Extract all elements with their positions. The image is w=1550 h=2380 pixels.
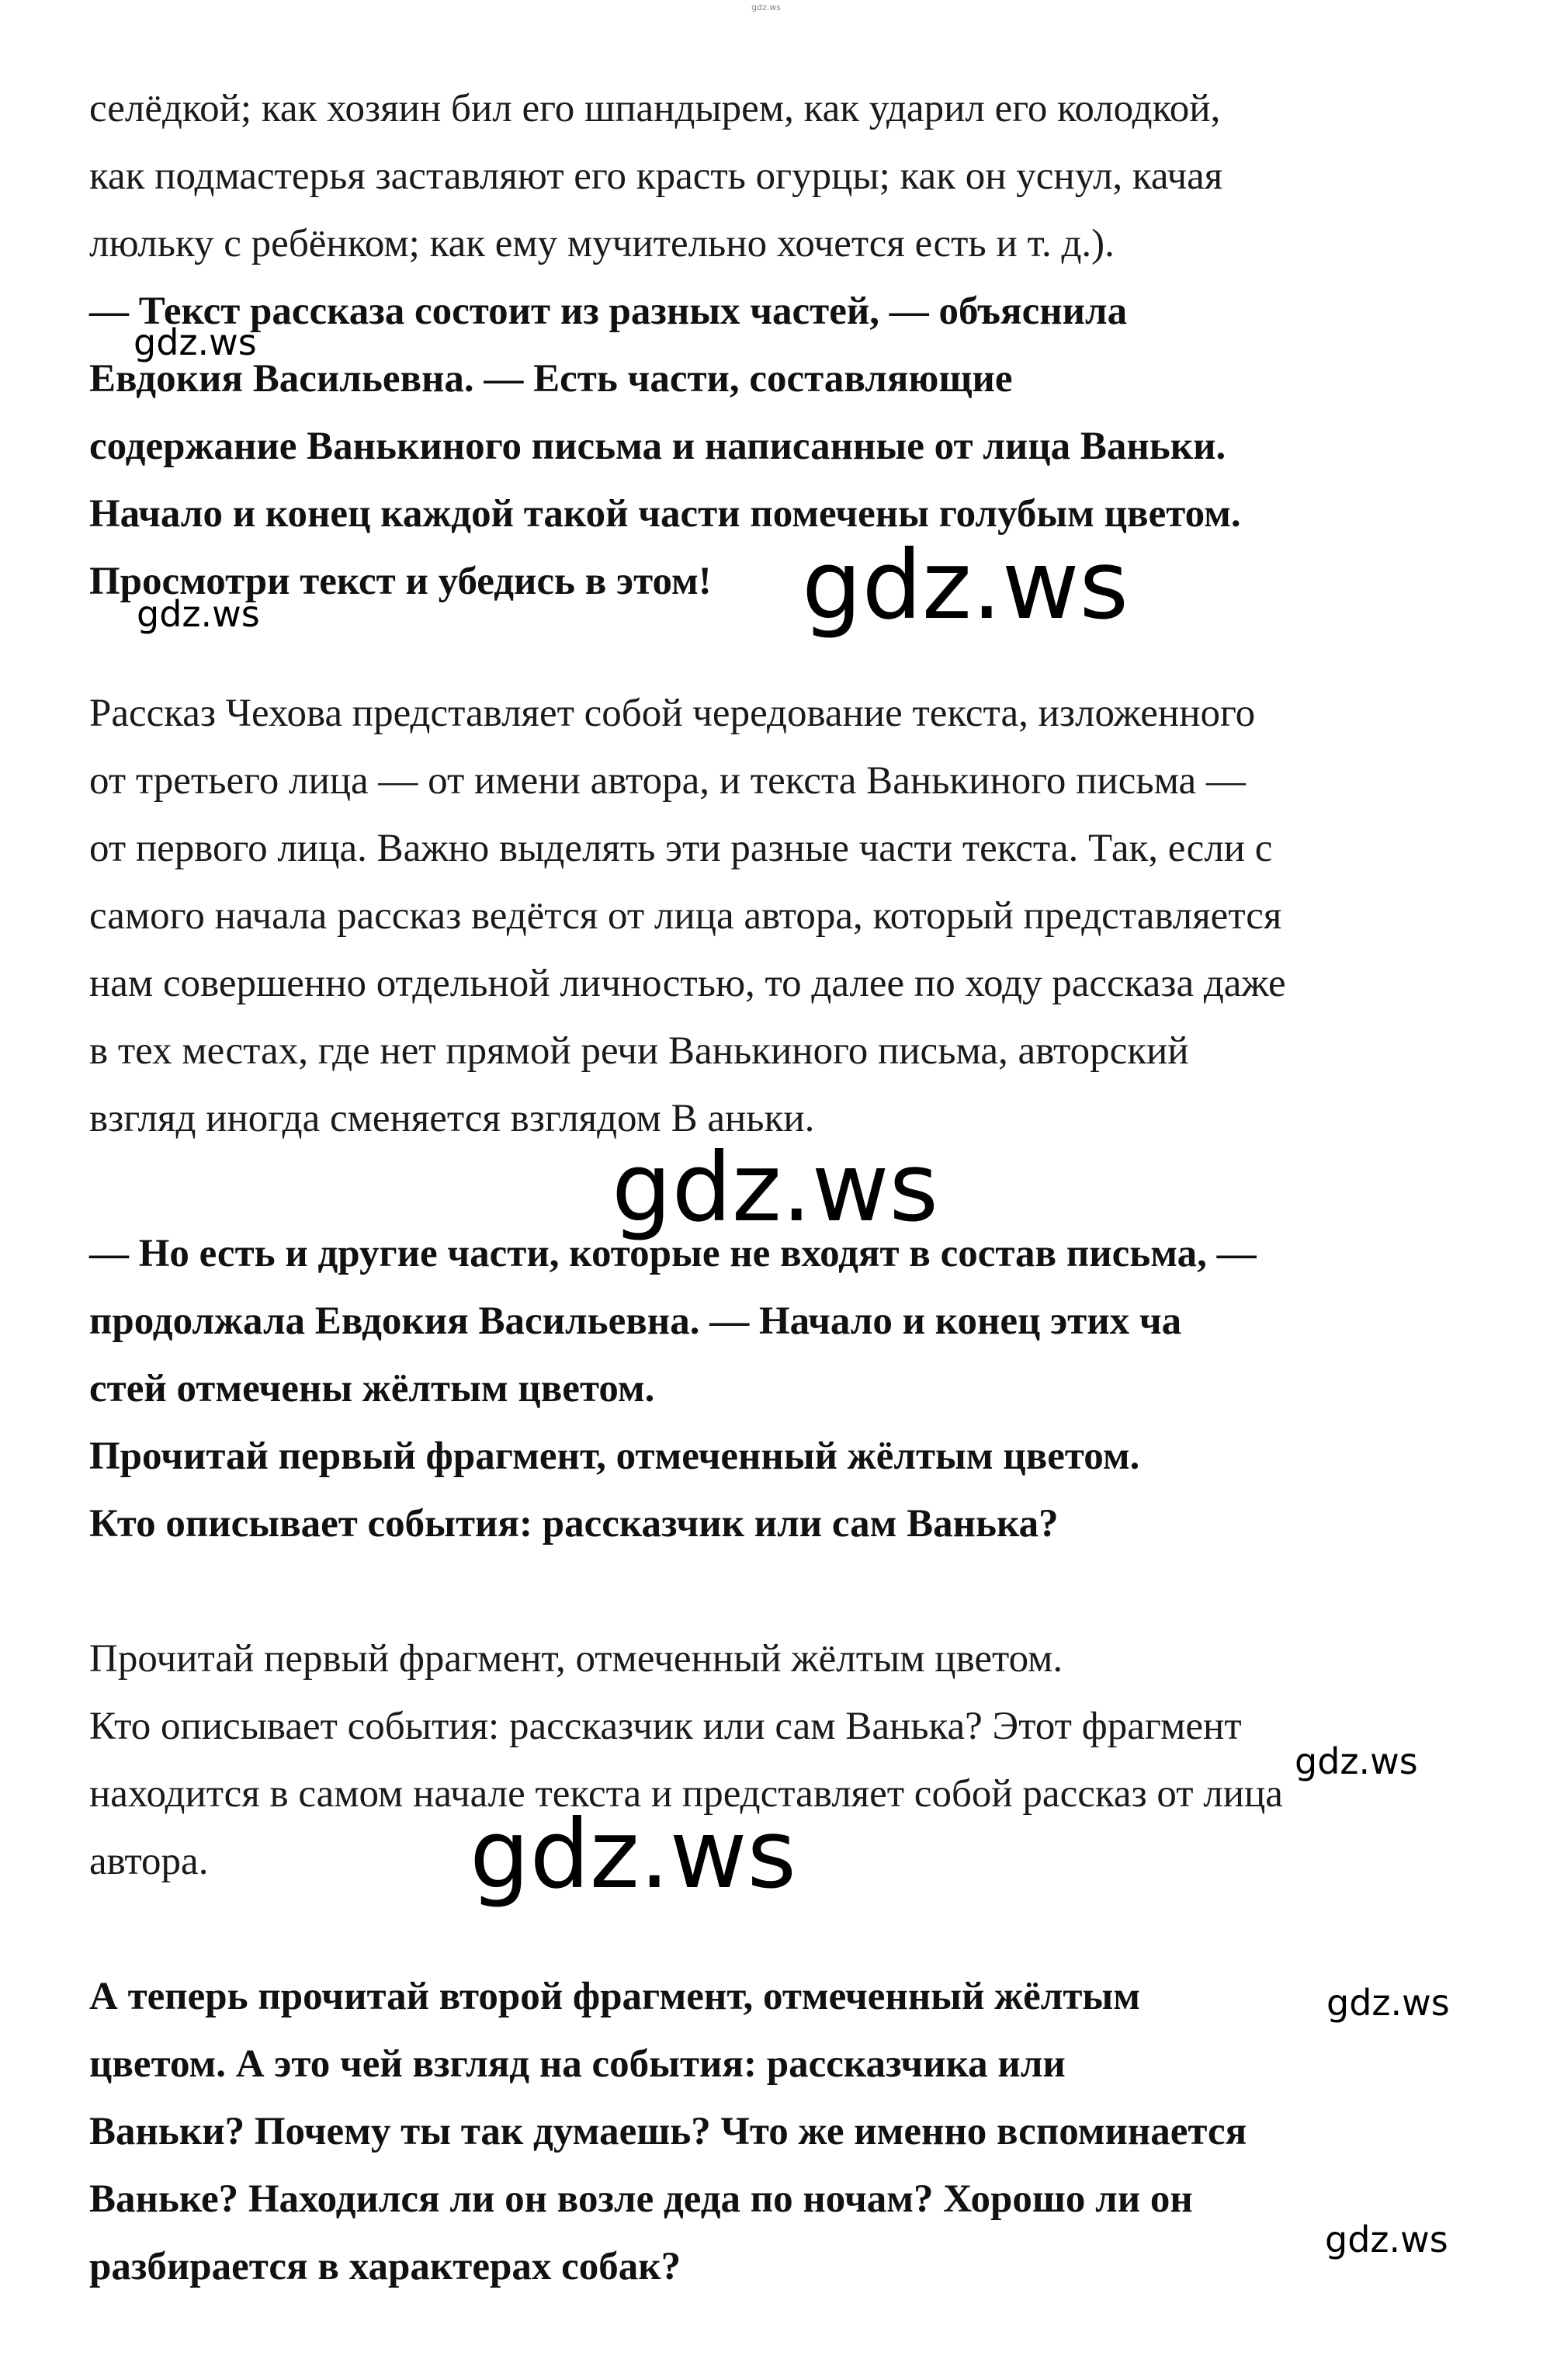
- bold-text-line: Ваньки? Почему ты так думаешь? Что же именно вспоминается: [89, 2110, 1247, 2153]
- bold-text-line: Прочитай первый фрагмент, отмеченный жёлтым цветом.: [89, 1435, 1140, 1478]
- text-line: взгляд иногда сменяется взглядом В аньки.: [89, 1097, 815, 1140]
- watermark-small: gdz.ws: [1326, 1982, 1450, 2024]
- bold-text-line: — Но есть и другие части, которые не входят в состав письма, —: [89, 1232, 1257, 1275]
- watermark-top: gdz.ws: [751, 2, 781, 12]
- text-line: как подмастерья заставляют его красть огурцы; как он уснул, качая: [89, 154, 1223, 198]
- text-line: Прочитай первый фрагмент, отмеченный жёлтым цветом.: [89, 1637, 1063, 1681]
- text-line: самого начала рассказ ведётся от лица автора, который представляется: [89, 894, 1282, 938]
- bold-text-line: А теперь прочитай второй фрагмент, отмеченный жёлтым: [89, 1975, 1140, 2018]
- text-line: в тех местах, где нет прямой речи Ванькиного письма, авторский: [89, 1029, 1189, 1073]
- bold-text-line: разбирается в характерах собак?: [89, 2245, 681, 2288]
- bold-text-line: содержание Ванькиного письма и написанные от лица Ваньки.: [89, 425, 1226, 468]
- watermark-small: gdz.ws: [1295, 1740, 1418, 1782]
- text-line: Рассказ Чехова представляет собой чередование текста, изложенного: [89, 692, 1256, 735]
- watermark-large: gdz.ws: [470, 1799, 797, 1910]
- text-line: люльку с ребёнком; как ему мучительно хочется есть и т. д.).: [89, 222, 1115, 265]
- bold-text-line: Евдокия Васильевна. — Есть части, составляющие: [89, 357, 1013, 401]
- watermark-large: gdz.ws: [612, 1133, 939, 1243]
- bold-text-line: цветом. А это чей взгляд на события: рассказчика или: [89, 2042, 1066, 2086]
- bold-text-line: Начало и конец каждой такой части помечены голубым цветом.: [89, 492, 1241, 536]
- text-line: Кто описывает события: рассказчик или сам Ванька? Этот фрагмент: [89, 1705, 1242, 1748]
- bold-text-line: Просмотри текст и убедись в этом!: [89, 560, 712, 603]
- watermark-small: gdz.ws: [1325, 2219, 1448, 2260]
- text-line: селёдкой; как хозяин бил его шпандырем, как ударил его колодкой,: [89, 87, 1221, 130]
- watermark-large: gdz.ws: [802, 530, 1129, 640]
- bold-text-line: продолжала Евдокия Васильевна. — Начало и конец этих ча: [89, 1299, 1182, 1343]
- text-line: от первого лица. Важно выделять эти разные части текста. Так, если с: [89, 827, 1273, 870]
- bold-text-line: Ваньке? Находился ли он возле деда по ночам? Хорошо ли он: [89, 2177, 1193, 2221]
- bold-text-line: стей отмечены жёлтым цветом.: [89, 1367, 655, 1410]
- bold-text-line: Кто описывает события: рассказчик или сам Ванька?: [89, 1502, 1059, 1546]
- text-line: от третьего лица — от имени автора, и текста Ванькиного письма —: [89, 759, 1246, 803]
- text-line: находится в самом начале текста и представляет собой рассказ от лица: [89, 1772, 1283, 1816]
- watermark-small: gdz.ws: [137, 593, 260, 635]
- watermark-small: gdz.ws: [134, 321, 257, 363]
- bold-text-line: — Текст рассказа состоит из разных частей, — объяснила: [89, 290, 1128, 333]
- text-line: нам совершенно отдельной личностью, то далее по ходу рассказа даже: [89, 962, 1286, 1005]
- text-line: автора.: [89, 1840, 209, 1883]
